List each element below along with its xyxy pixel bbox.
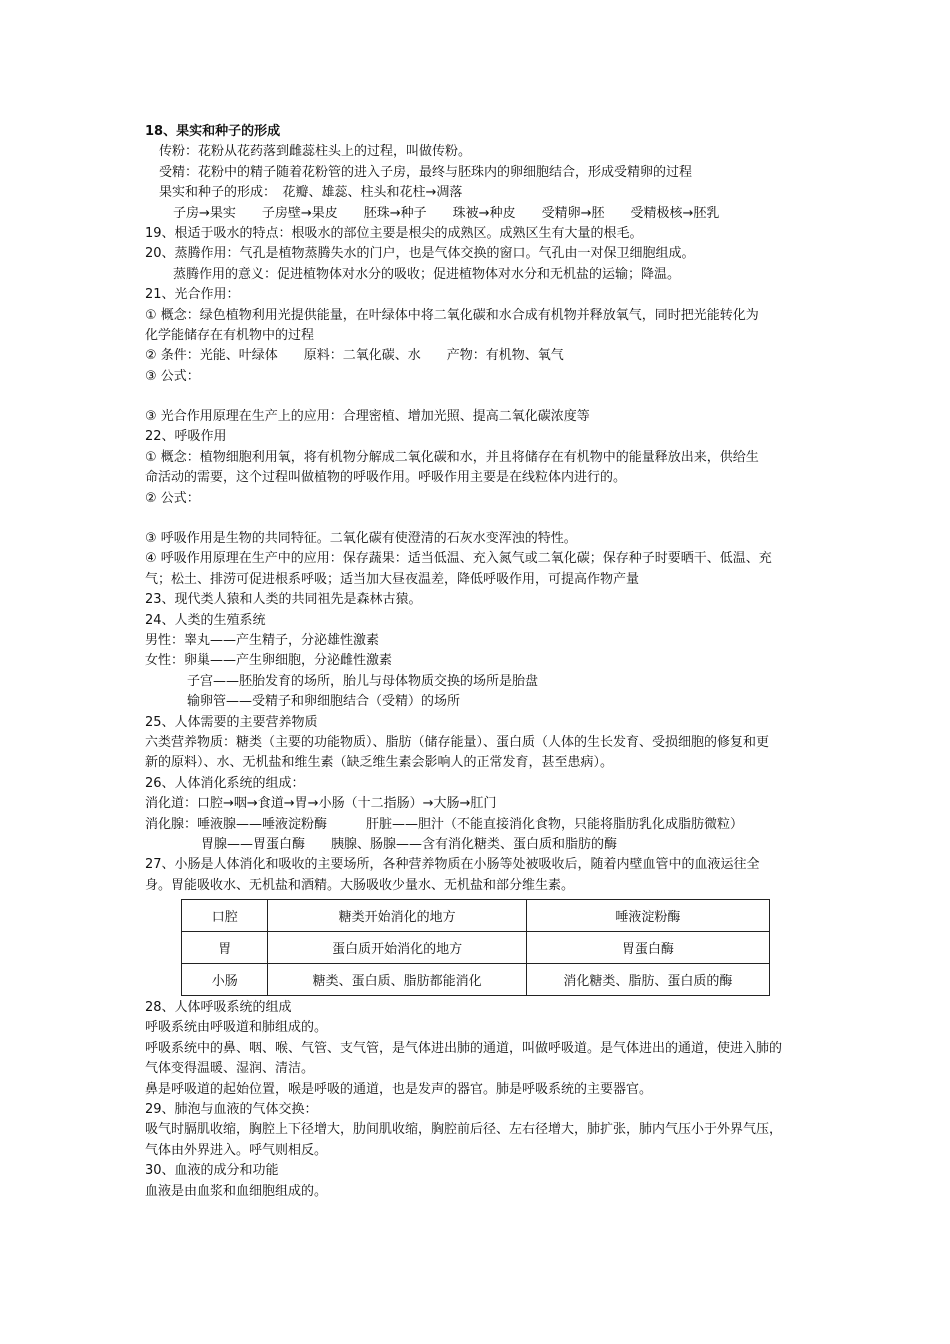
section-25-title: 25、人体需要的主要营养物质 xyxy=(145,714,318,730)
section-22-title: 22、呼吸作用 xyxy=(145,429,227,445)
digestion-table xyxy=(181,899,770,996)
section-23-text: 23、现代类人猿和人类的共同祖先是森林古猿。 xyxy=(145,592,422,608)
digestive-tract-text: 消化道：口腔→咽→食道→胃→小肠（十二指肠）→大肠→肛门 xyxy=(145,796,497,812)
digestive-glands-text: 消化腺：唾液腺——唾液淀粉酶 肝脏——胆汁（不能直接消化食物，只能将脂肪乳化成脂肪微粒） xyxy=(145,816,744,832)
respiration-concept-line2: 命活动的需要，这个过程叫做植物的呼吸作用。呼吸作用主要是在线粒体内进行的。 xyxy=(145,470,627,486)
table-row xyxy=(182,900,770,932)
fruit-seed-mapping-text: 子房→果实 子房壁→果皮 胚珠→种子 珠被→种皮 受精卵→胚 受精极核→胚乳 xyxy=(173,205,720,221)
section-20-text: 20、蒸腾作用：气孔是植物蒸腾失水的门户，也是气体交换的窗口。气孔由一对保卫细胞组成。 xyxy=(145,246,695,262)
respiratory-tract-line2: 气体变得温暖、湿润、清洁。 xyxy=(145,1061,315,1077)
gas-exchange-line1: 吸气时膈肌收缩，胸腔上下径增大，肋间肌收缩，胸腔前后径、左右径增大，肺扩张，肺内气压小于外界气压， xyxy=(145,1122,783,1138)
formula-blank-space xyxy=(145,387,815,407)
gas-exchange-line2: 气体由外界进入。呼气则相反。 xyxy=(145,1142,328,1158)
photosynthesis-concept-line1: ① 概念：绿色植物利用光提供能量，在叶绿体中将二氧化碳和水合成有机物并释放氧气，同时把光能转化为 xyxy=(145,307,759,323)
blood-composition-text: 血液是由血浆和血细胞组成的。 xyxy=(145,1183,328,1199)
table-cell: 胃 xyxy=(182,932,268,964)
formula-blank-space xyxy=(145,509,815,529)
male-reproductive-text: 男性：睾丸——产生精子，分泌雄性激素 xyxy=(145,632,380,648)
photosynthesis-conditions-text: ② 条件：光能、叶绿体 原料：二氧化碳、水 产物：有机物、氧气 xyxy=(145,348,564,364)
table-cell: 口腔 xyxy=(182,900,268,932)
section-27-line2: 身。胃能吸收水、无机盐和酒精。大肠吸收少量水、无机盐和部分维生素。 xyxy=(145,877,575,893)
table-cell: 消化糖类、脂肪、蛋白质的酶 xyxy=(526,964,769,996)
respiration-feature-text: ③ 呼吸作用是生物的共同特征。二氧化碳有使澄清的石灰水变浑浊的特性。 xyxy=(145,531,577,547)
uterus-text: 子宫——胚胎发育的场所，胎儿与母体物质交换的场所是胎盘 xyxy=(187,673,539,689)
nutrients-line2: 新的原料）、水、无机盐和维生素（缺乏维生素会影响人的正常发育，甚至患病）。 xyxy=(145,755,614,771)
photosynthesis-formula-label: ③ 公式： xyxy=(145,368,200,384)
section-26-title: 26、人体消化系统的组成： xyxy=(145,775,305,791)
table-cell: 糖类开始消化的地方 xyxy=(268,900,526,932)
oviduct-text: 输卵管——受精子和卵细胞结合（受精）的场所 xyxy=(187,694,461,710)
section-18-title: 18、果实和种子的形成 xyxy=(145,124,281,139)
section-24-title: 24、人类的生殖系统 xyxy=(145,612,266,628)
section-30-title: 30、血液的成分和功能 xyxy=(145,1163,279,1179)
table-cell: 小肠 xyxy=(182,964,268,996)
section-28-title: 28、人体呼吸系统的组成 xyxy=(145,1000,292,1016)
pollination-text: 传粉：花粉从花药落到雌蕊柱头上的过程，叫做传粉。 xyxy=(159,144,472,160)
digestive-glands-text-2: 胃腺——胃蛋白酶 胰腺、肠腺——含有消化糖类、蛋白质和脂肪的酶 xyxy=(201,836,618,852)
table-cell: 唾液淀粉酶 xyxy=(526,900,769,932)
female-reproductive-text: 女性：卵巢——产生卵细胞，分泌雌性激素 xyxy=(145,653,393,669)
respiratory-system-text: 呼吸系统由呼吸道和肺组成的。 xyxy=(145,1020,328,1036)
section-19-text: 19、根适于吸水的特点：根吸水的部位主要是根尖的成熟区。成熟区生有大量的根毛。 xyxy=(145,225,643,241)
transpiration-significance-text: 蒸腾作用的意义：促进植物体对水分的吸收；促进植物体对水分和无机盐的运输；降温。 xyxy=(173,266,681,282)
section-29-title: 29、肺泡与血液的气体交换： xyxy=(145,1102,318,1118)
respiration-concept-line1: ① 概念：植物细胞利用氧，将有机物分解成二氧化碳和水，并且将储存在有机物中的能量释放出来，供给生 xyxy=(145,449,759,465)
section-27-line1: 27、小肠是人体消化和吸收的主要场所，各种营养物质在小肠等处被吸收后，随着内壁血管中的血液运往全 xyxy=(145,857,760,873)
table-row xyxy=(182,964,770,996)
table-cell: 糖类、蛋白质、脂肪都能消化 xyxy=(268,964,526,996)
section-21-title: 21、光合作用： xyxy=(145,287,240,303)
fruit-seed-formation-text: 果实和种子的形成： 花瓣、雄蕊、柱头和花柱→凋落 xyxy=(159,185,463,201)
respiration-application-line1: ④ 呼吸作用原理在生产中的应用：保存蔬果：适当低温、充入氮气或二氧化碳；保存种子时要晒干、低温、充 xyxy=(145,551,772,567)
photosynthesis-application-text: ③ 光合作用原理在生产上的应用：合理密植、增加光照、提高二氧化碳浓度等 xyxy=(145,409,590,425)
respiration-application-line2: 气；松土、排涝可促进根系呼吸；适当加大昼夜温差，降低呼吸作用，可提高作物产量 xyxy=(145,571,640,587)
table-cell: 蛋白质开始消化的地方 xyxy=(268,932,526,964)
fertilization-text: 受精：花粉中的精子随着花粉管的进入子房，最终与胚珠内的卵细胞结合，形成受精卵的过程 xyxy=(159,164,693,180)
photosynthesis-concept-line2: 化学能储存在有机物中的过程 xyxy=(145,327,315,343)
nose-larynx-lung-text: 鼻是呼吸道的起始位置，喉是呼吸的通道，也是发声的器官。肺是呼吸系统的主要器官。 xyxy=(145,1081,653,1097)
nutrients-line1: 六类营养物质：糖类（主要的功能物质）、脂肪（储存能量）、蛋白质（人体的生长发育、受损细胞的修复和更 xyxy=(145,734,770,750)
table-cell: 胃蛋白酶 xyxy=(526,932,769,964)
respiratory-tract-line1: 呼吸系统中的鼻、咽、喉、气管、支气管，是气体进出肺的通道，叫做呼吸道。是气体进出的通道，使进入肺的 xyxy=(145,1040,783,1056)
table-row xyxy=(182,932,770,964)
document-page xyxy=(145,122,815,1202)
respiration-formula-label: ② 公式： xyxy=(145,490,200,506)
